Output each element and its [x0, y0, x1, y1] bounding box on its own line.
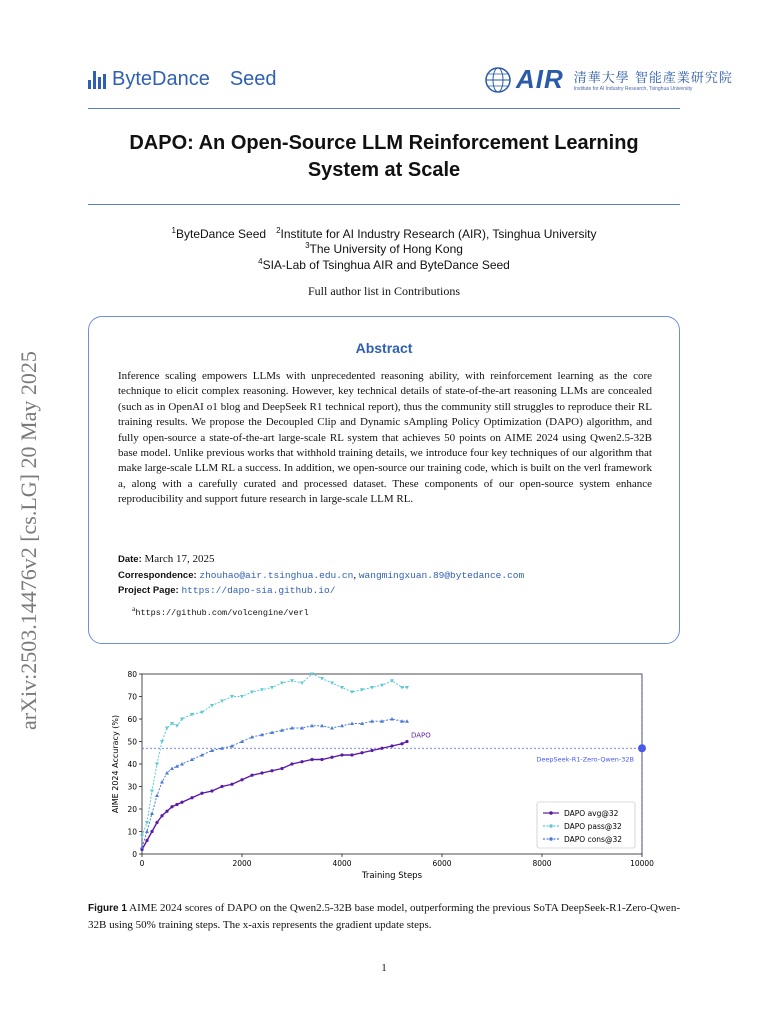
project-page-link[interactable]: https://dapo-sia.github.io/ — [181, 585, 336, 596]
footnote — [132, 604, 309, 618]
point-avg — [210, 789, 213, 792]
point-pass — [270, 686, 274, 690]
point-cons — [150, 812, 154, 816]
point-avg — [220, 785, 223, 788]
point-avg — [360, 751, 363, 754]
point-cons — [320, 724, 324, 728]
logo-air-cn-text: 清華大學 智能產業研究院 — [573, 71, 733, 86]
x-tick-label: 0 — [139, 859, 145, 868]
y-tick-label: 10 — [127, 827, 137, 837]
logo-air-en-text: Institute for AI Industry Research, Tsinghua University — [573, 86, 693, 92]
correspondence-line — [118, 569, 524, 581]
point-pass — [260, 688, 264, 692]
x-tick-label: 6000 — [432, 859, 452, 868]
bytedance-bars-icon — [88, 71, 106, 89]
legend-label-cons: DAPO cons@32 — [564, 835, 623, 844]
correspondence-label: Correspondence: — [118, 570, 197, 581]
point-pass — [155, 763, 159, 767]
point-pass — [320, 677, 324, 681]
series-line-cons — [142, 719, 407, 847]
legend-marker-avg — [549, 811, 553, 815]
dapo-annotation: DAPO — [411, 731, 431, 740]
legend-label-avg: DAPO avg@32 — [564, 809, 619, 818]
full-author-note: Full author list in Contributions — [307, 284, 460, 298]
affil-2-num: 2 — [276, 226, 281, 235]
point-avg — [145, 839, 148, 842]
point-avg — [350, 753, 353, 756]
y-tick-label: 40 — [127, 760, 137, 769]
point-pass — [340, 686, 344, 690]
point-cons — [160, 780, 164, 784]
legend-label-pass: DAPO pass@32 — [564, 822, 622, 831]
affil-1-num: 1 — [171, 226, 176, 235]
y-tick-label: 30 — [127, 782, 137, 792]
point-avg — [250, 774, 253, 777]
logo-bytedance-text: ByteDance — [112, 68, 210, 90]
caption-label: Figure 1 — [88, 903, 127, 914]
footnote-mark: a — [132, 604, 136, 613]
point-avg — [180, 801, 183, 804]
y-tick-label: 80 — [127, 670, 137, 679]
affil-4: SIA-Lab of Tsinghua AIR and ByteDance Seed — [262, 258, 510, 272]
globe-icon — [484, 66, 512, 94]
affil-2: Institute for AI Industry Research (AIR), Tsinghua University — [280, 227, 597, 241]
point-avg — [300, 760, 303, 763]
y-tick-label: 0 — [132, 850, 137, 859]
affiliations-line-2 — [88, 241, 680, 256]
arxiv-stamp: arXiv:2503.14476v2 [cs.LG] 20 May 2025 — [16, 351, 41, 730]
point-avg — [155, 821, 158, 824]
point-avg — [400, 742, 403, 745]
x-tick-label: 10000 — [630, 859, 654, 868]
point-cons — [145, 830, 149, 834]
point-cons — [390, 717, 394, 721]
point-pass — [300, 682, 304, 686]
point-avg — [200, 792, 203, 795]
date-label: Date: — [118, 554, 142, 565]
point-cons — [170, 767, 174, 771]
caption-text: AIME 2024 scores of DAPO on the Qwen2.5-32B base model, outperforming the previous SoTA DeepSeek-R1-Zero-Qwen-32B using 50% training steps. The x-axis represents the gradient update steps. — [88, 902, 680, 931]
plot-area — [111, 670, 654, 881]
point-pass — [160, 740, 164, 744]
date-line — [118, 553, 214, 565]
point-avg — [240, 778, 243, 781]
point-avg — [280, 767, 283, 770]
title-line-1: DAPO: An Open-Source LLM Reinforcement Learning — [129, 132, 639, 154]
point-pass — [150, 790, 154, 794]
y-tick-label: 50 — [127, 737, 137, 747]
x-tick-label: 4000 — [332, 859, 352, 868]
point-pass — [350, 691, 354, 695]
x-axis-label: Training Steps — [361, 871, 423, 881]
series-line-avg — [142, 742, 407, 850]
affil-1: ByteDance Seed — [176, 227, 267, 241]
point-cons — [405, 719, 409, 723]
x-tick-label: 8000 — [532, 859, 552, 868]
project-page-label: Project Page: — [118, 585, 179, 596]
point-avg — [175, 803, 178, 806]
correspondence-email-1[interactable]: zhouhao@air.tsinghua.edu.cn — [199, 570, 354, 581]
affiliations-line-1 — [88, 226, 680, 241]
point-avg — [405, 740, 408, 743]
point-avg — [330, 756, 333, 759]
abstract-text: Inference scaling empowers LLMs with unprecedented reasoning ability, with reinforcement learning as the core technique to elicit complex reasoning. However, key technical details of state-of-the-art reasoning LLMs are concealed (such as in OpenAI o1 blog and DeepSeek R1 technical report), thus the community still struggles to reproduce their RL training results. We propose the Decoupled Clip and Dynamic sAmpling Policy Optimization (DAPO) algorithm, and fully open-source a state-of-the-art large-scale RL system that achieves 50 points on AIME 2024 using Qwen2.5-32B base model. Unlike previous works that withhold training details, we introduce four key techniques of our algorithm that make large-scale LLM RL a success. In addition, we open-source our training code, which is built on the verl framework a, along with a carefully curated and processed dataset. These components of our open-source system enhance reproducibility and support future research in large-scale LLM RL. — [118, 370, 652, 506]
legend-marker-cons — [549, 837, 553, 841]
point-pass — [240, 695, 244, 699]
affil-3: The University of Hong Kong — [309, 242, 463, 256]
point-pass — [210, 704, 214, 708]
title-line-2: System at Scale — [307, 159, 461, 181]
point-avg — [380, 747, 383, 750]
air-logo — [484, 64, 733, 95]
point-avg — [150, 830, 153, 833]
point-cons — [350, 722, 354, 726]
abstract-heading: Abstract — [355, 340, 413, 356]
point-avg — [260, 771, 263, 774]
point-pass — [290, 679, 294, 683]
title-rule — [88, 204, 680, 205]
correspondence-email-2[interactable]: wangmingxuan.89@bytedance.com — [358, 570, 525, 581]
point-avg — [170, 805, 173, 808]
correspondence-separator: , — [353, 569, 357, 581]
footnote-link[interactable]: https://github.com/volcengine/verl — [135, 608, 309, 618]
date-value: March 17, 2025 — [144, 553, 215, 565]
series-line-pass — [142, 674, 407, 836]
point-cons — [155, 794, 159, 798]
baseline-point — [638, 744, 646, 752]
point-avg — [340, 753, 343, 756]
point-avg — [190, 796, 193, 799]
point-cons — [310, 724, 314, 728]
y-tick-label: 70 — [127, 692, 137, 702]
bytedance-seed-logo — [88, 68, 277, 91]
affil-3-num: 3 — [305, 241, 310, 250]
logo-air-text: AIR — [516, 64, 564, 94]
y-tick-label: 60 — [127, 715, 137, 724]
y-axis-label: AIME 2024 Accuracy (%) — [111, 714, 120, 814]
point-avg — [390, 744, 393, 747]
project-page-line — [118, 584, 335, 596]
point-cons — [180, 762, 184, 766]
point-avg — [230, 783, 233, 786]
y-tick-label: 20 — [127, 805, 137, 814]
point-avg — [310, 758, 313, 761]
point-pass — [165, 727, 169, 731]
point-avg — [160, 814, 163, 817]
point-avg — [270, 769, 273, 772]
figure-caption — [88, 900, 680, 933]
baseline-label: DeepSeek-R1-Zero-Qwen-32B — [536, 755, 634, 764]
point-pass — [175, 724, 179, 728]
point-pass — [140, 835, 144, 839]
point-cons — [330, 726, 334, 730]
affil-4-num: 4 — [258, 257, 263, 266]
paper-title — [88, 130, 680, 184]
affiliations-line-3 — [88, 257, 680, 272]
point-cons — [340, 724, 344, 728]
point-pass — [145, 821, 149, 825]
point-avg — [290, 762, 293, 765]
point-avg — [165, 810, 168, 813]
point-avg — [320, 758, 323, 761]
header-rule — [88, 108, 680, 109]
point-avg — [370, 749, 373, 752]
page-number: 1 — [381, 962, 387, 974]
x-tick-label: 2000 — [232, 859, 252, 868]
logo-seed-text: Seed — [229, 68, 277, 90]
legend-marker-pass — [549, 824, 553, 828]
point-pass — [220, 700, 224, 704]
point-pass — [330, 682, 334, 686]
figure-1-chart — [106, 660, 662, 890]
